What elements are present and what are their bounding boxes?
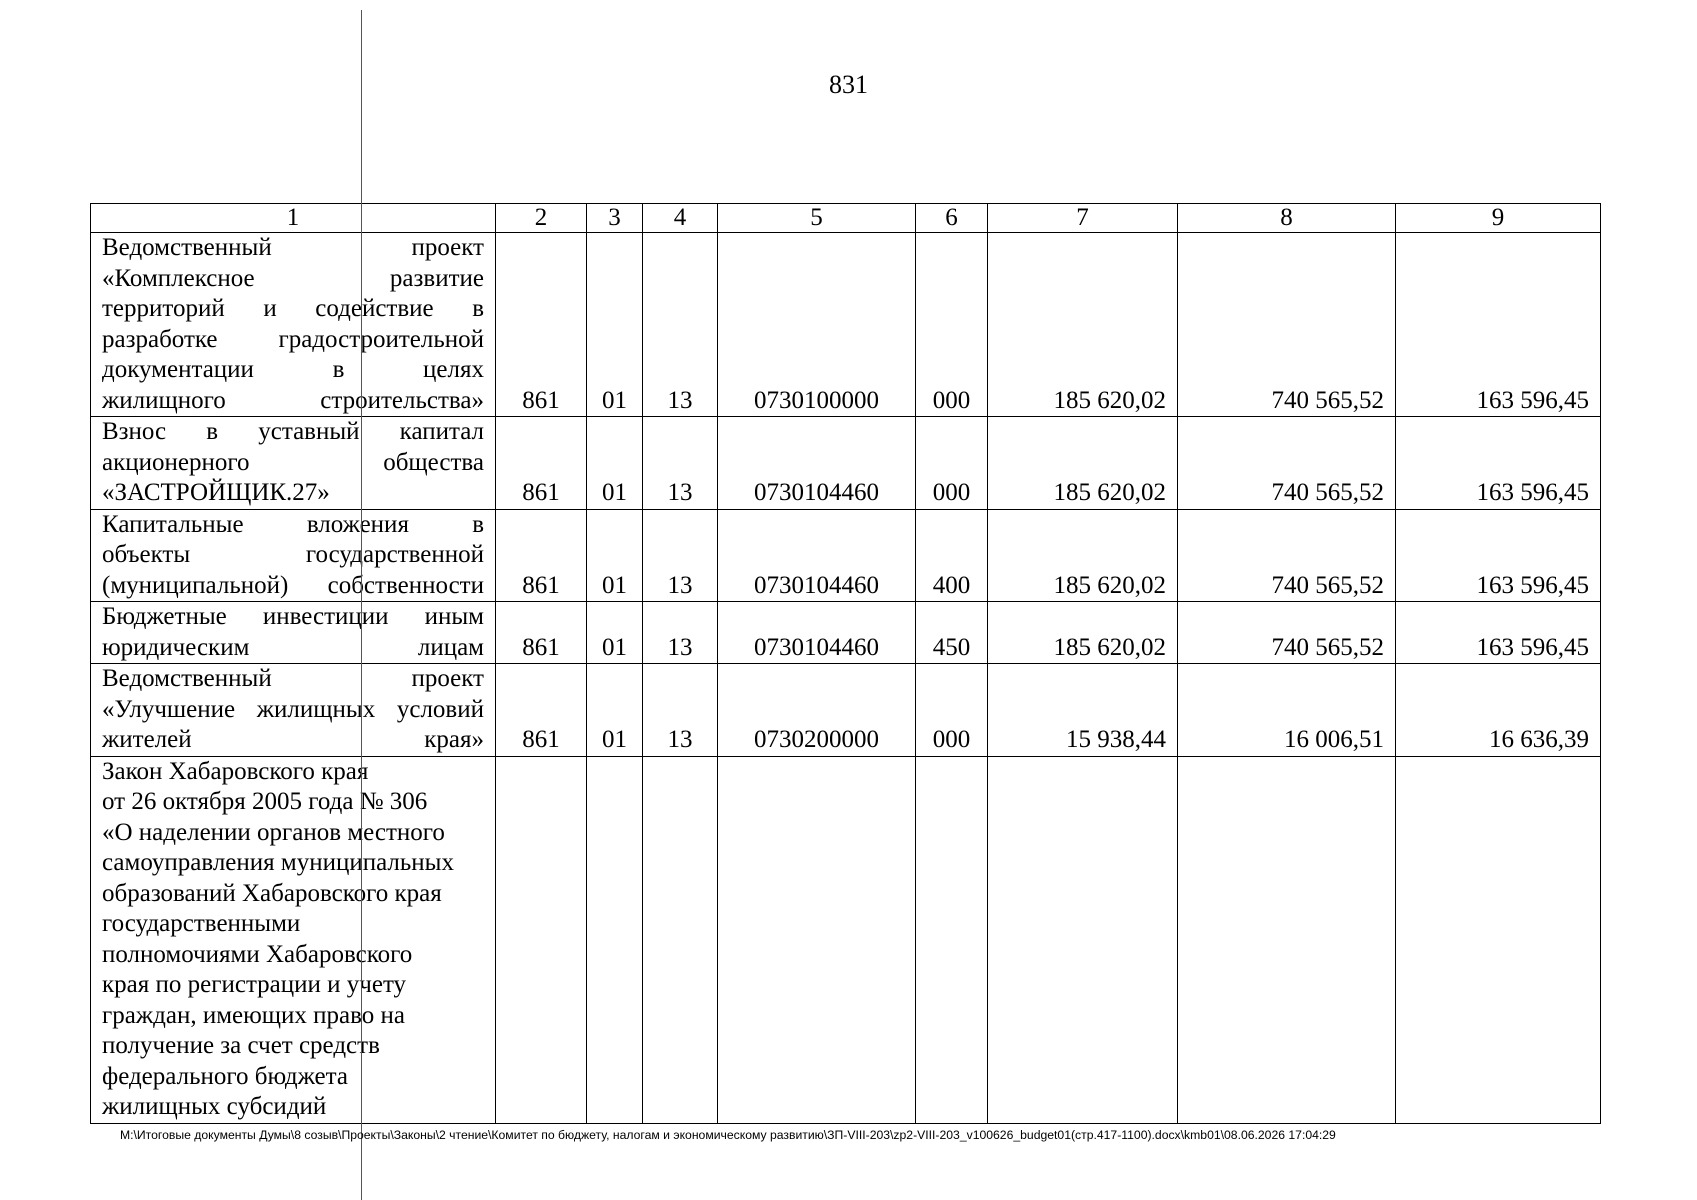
cell-col-5 [718, 756, 916, 1123]
row-name-line: образований Хабаровского края [102, 879, 442, 907]
cell-col-6 [916, 756, 988, 1123]
cell-col-8: 740 565,52 [1178, 602, 1396, 664]
row-name-line: жилищных субсидий [102, 1093, 327, 1120]
column-header: 5 [718, 204, 916, 233]
row-name-line: акционерного общества [102, 448, 484, 476]
table-row [91, 233, 1601, 417]
column-header: 7 [988, 204, 1178, 233]
column-header: 6 [916, 204, 988, 233]
row-name-line: Бюджетные инвестиции иным [102, 603, 484, 630]
cell-col-3: 01 [587, 664, 643, 757]
table-row [91, 417, 1601, 510]
cell-col-7: 185 620,02 [988, 233, 1178, 417]
cell-col-8 [1178, 756, 1396, 1123]
cell-col-2 [496, 756, 587, 1123]
row-name-line: государственными [102, 910, 301, 937]
row-name-line: разработке градостроительной [102, 325, 484, 353]
table-row [91, 664, 1601, 757]
row-name-line: получение за счет средств [102, 1032, 380, 1059]
cell-col-2: 861 [496, 664, 587, 757]
row-name [91, 233, 496, 417]
column-header: 9 [1396, 204, 1601, 233]
cell-col-5: 0730104460 [718, 509, 916, 602]
table-row [91, 756, 1601, 1123]
row-name [91, 664, 496, 757]
row-name-line: Ведомственный проект [102, 665, 484, 692]
budget-table [90, 203, 1601, 1124]
row-name-line: документации в целях [102, 356, 484, 383]
table-row [91, 509, 1601, 602]
row-name-line: «ЗАСТРОЙЩИК.27» [102, 479, 330, 506]
row-name-line: «Комплексное развитие [102, 264, 484, 292]
table-row [91, 602, 1601, 664]
cell-col-7: 185 620,02 [988, 602, 1178, 664]
row-name [91, 509, 496, 602]
cell-col-6: 000 [916, 664, 988, 757]
cell-col-4: 13 [643, 602, 718, 664]
cell-col-3 [587, 756, 643, 1123]
row-name-line: края по регистрации и учету [102, 971, 407, 998]
cell-col-2: 861 [496, 602, 587, 664]
row-name-line: (муниципальной) собственности [102, 571, 484, 599]
row-name [91, 602, 496, 664]
cell-col-6: 450 [916, 602, 988, 664]
cell-col-7: 15 938,44 [988, 664, 1178, 757]
cell-col-8: 740 565,52 [1178, 233, 1396, 417]
row-name-line: от 26 октября 2005 года № 306 [102, 788, 428, 815]
cell-col-8: 740 565,52 [1178, 417, 1396, 510]
cell-col-4: 13 [643, 233, 718, 417]
scan-artifact-line [361, 10, 362, 1200]
cell-col-4: 13 [643, 509, 718, 602]
row-name-line: полномочиями Хабаровского [102, 940, 413, 968]
cell-col-5: 0730104460 [718, 417, 916, 510]
cell-col-5: 0730104460 [718, 602, 916, 664]
row-name-line: федерального бюджета [102, 1062, 348, 1090]
cell-col-4: 13 [643, 417, 718, 510]
row-name-line: Капитальные вложения в [102, 510, 484, 538]
cell-col-9: 163 596,45 [1396, 602, 1601, 664]
row-name-line: «О наделении органов местного [102, 818, 445, 846]
row-name-line: жилищного строительства» [102, 386, 484, 414]
row-name [91, 417, 496, 510]
column-header: 4 [643, 204, 718, 233]
cell-col-4: 13 [643, 664, 718, 757]
row-name-line: Ведомственный проект [102, 234, 484, 261]
cell-col-7 [988, 756, 1178, 1123]
cell-col-2: 861 [496, 417, 587, 510]
cell-col-7: 185 620,02 [988, 509, 1178, 602]
cell-col-3: 01 [587, 417, 643, 510]
table-header-row [91, 204, 1601, 233]
cell-col-9: 163 596,45 [1396, 509, 1601, 602]
cell-col-2: 861 [496, 509, 587, 602]
column-header: 2 [496, 204, 587, 233]
cell-col-7: 185 620,02 [988, 417, 1178, 510]
cell-col-5: 0730100000 [718, 233, 916, 417]
column-header: 1 [91, 204, 496, 233]
column-header: 3 [587, 204, 643, 233]
cell-col-5: 0730200000 [718, 664, 916, 757]
cell-col-2: 861 [496, 233, 587, 417]
file-path-footer: M:\Итоговые документы Думы\8 созыв\Проекты\Законы\2 чтение\Комитет по бюджету, налогам и экономическому развитию\ЗП-VIII-203\zp2-VIII-203_v100626_budget01(стр.417-1100).docx\kmb01\08.06.2026 17:04:29 [120, 1128, 1336, 1142]
row-name-line: «Улучшение жилищных условий [102, 695, 484, 723]
row-name-line: юридическим лицам [102, 633, 484, 661]
cell-col-9 [1396, 756, 1601, 1123]
cell-col-9: 163 596,45 [1396, 233, 1601, 417]
row-name-line: граждан, имеющих право на [102, 1001, 406, 1029]
cell-col-9: 16 636,39 [1396, 664, 1601, 757]
row-name [91, 756, 496, 1123]
cell-col-6: 000 [916, 233, 988, 417]
row-name-line: жителей края» [102, 726, 484, 753]
cell-col-3: 01 [587, 602, 643, 664]
page-number: 831 [829, 70, 868, 99]
cell-col-8: 16 006,51 [1178, 664, 1396, 757]
row-name-line: Закон Хабаровского края [102, 757, 369, 785]
row-name-line: территорий и содействие в [102, 295, 484, 322]
cell-col-6: 400 [916, 509, 988, 602]
cell-col-6: 000 [916, 417, 988, 510]
cell-col-9: 163 596,45 [1396, 417, 1601, 510]
cell-col-4 [643, 756, 718, 1123]
row-name-line: самоуправления муниципальных [102, 849, 454, 876]
row-name-line: объекты государственной [102, 541, 484, 568]
cell-col-8: 740 565,52 [1178, 509, 1396, 602]
row-name-line: Взнос в уставный капитал [102, 418, 484, 445]
cell-col-3: 01 [587, 233, 643, 417]
cell-col-3: 01 [587, 509, 643, 602]
column-header: 8 [1178, 204, 1396, 233]
